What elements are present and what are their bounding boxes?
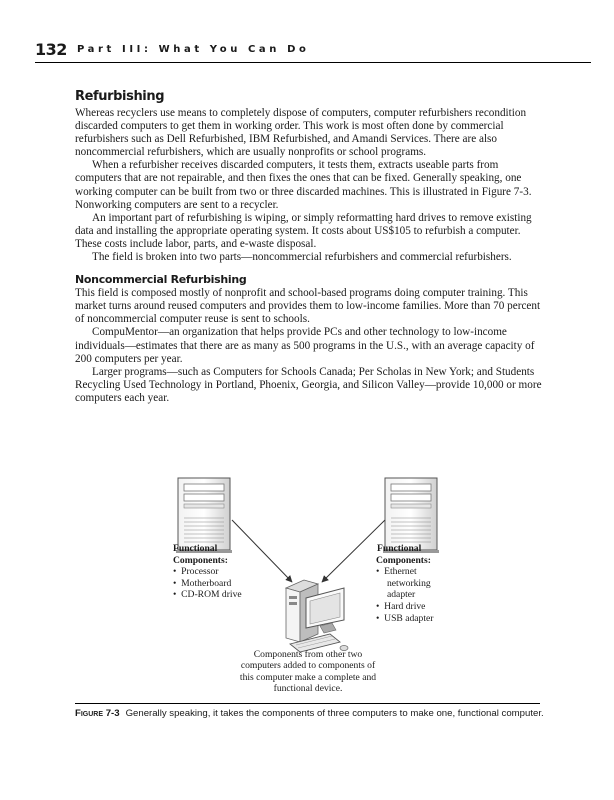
- right-label-line: Functional: [377, 543, 422, 554]
- paragraph: Larger programs—such as Computers for Schools Canada; Per Scholas in New York; and Students Recycling Used Technology in Portland, Phoenix, Georgia, and Silicon Valley—provide 10,000 or more computers each year.: [75, 365, 542, 404]
- left-item: Processor: [181, 566, 219, 578]
- subsection-heading-noncommercial: Noncommercial Refurbishing: [75, 273, 247, 287]
- caption-label: Figure 7-3: [75, 708, 120, 719]
- right-computer-tower-icon: [383, 478, 439, 553]
- paragraph: When a refurbisher receives discarded computers, it tests them, extracts useable parts from computers that are not repairable, and then fixes the ones that can be fixed. Generally speaking, one working computer can be built from two or three discarded machines. This is illustrated in Figure 7-3. Nonworking computers are sent to a recycler.: [75, 159, 532, 211]
- desktop-computer-icon: [286, 580, 348, 652]
- left-label-line: Components:: [173, 554, 228, 566]
- figure-7-3: [0, 462, 614, 732]
- section-heading-refurbishing: Refurbishing: [75, 89, 165, 104]
- left-item: Motherboard: [181, 577, 232, 589]
- bottom-text-line: this computer make a complete and: [239, 671, 377, 683]
- paragraph: CompuMentor—an organization that helps provide PCs and other technology to low-income individuals—estimates that there are as many as 500 programs in the U.S., with an average capacity of 200 computers per year.: [75, 326, 535, 365]
- page-number: 132: [35, 40, 67, 59]
- right-label-line: Components:: [376, 554, 431, 566]
- bullet: •: [173, 577, 177, 589]
- bullet: •: [376, 612, 380, 624]
- figure-bottom-text: [210, 649, 406, 694]
- left-label-line: Functional: [173, 543, 218, 554]
- paragraph: An important part of refurbishing is wiping, or simply reformatting hard drives to remove existing data and installing the appropriate operating system. It costs about US$105 to refurbish a computer. These costs include labor, parts, and e-waste disposal.: [75, 211, 532, 250]
- bullet: •: [376, 566, 380, 578]
- figure-caption: [75, 708, 545, 719]
- bottom-text-line: functional device.: [273, 682, 343, 694]
- paragraph: This field is composed mostly of nonprofit and school-based programs doing computer training. This market turns around reused computers and provides them to low-income families. More than 70 percent of noncommercial computer reuse is sent to schools.: [75, 287, 541, 326]
- page-header: [35, 40, 595, 60]
- header-rule: [35, 62, 591, 63]
- right-item: USB adapter: [384, 612, 434, 624]
- bullet: •: [173, 566, 177, 578]
- running-head: Part III: What You Can Do: [77, 44, 310, 55]
- right-components: [376, 543, 433, 624]
- caption-rule: [75, 703, 540, 704]
- right-item-continued: adapter: [387, 589, 416, 601]
- paragraph: The field is broken into two parts—noncommercial refurbishers and commercial refurbishers.: [92, 251, 512, 264]
- bullet: •: [173, 589, 177, 601]
- bottom-text-line: computers added to components of: [240, 660, 376, 672]
- bullet: •: [376, 600, 380, 612]
- left-item: CD-ROM drive: [181, 589, 242, 601]
- right-item: Hard drive: [384, 600, 426, 612]
- right-item-continued: networking: [387, 577, 431, 589]
- caption-text: Generally speaking, it takes the components of three computers to make one, functional computer.: [125, 708, 544, 719]
- body-content: [75, 89, 545, 405]
- paragraph: Whereas recyclers use means to completely dispose of computers, computer refurbishers recondition discarded computers to get them in working order. This work is most often done by commercial refurbishers such as Dell Refurbished, IBM Refurbished, and Amandi Services. There are also noncommercial refurbishers, which are usually nonprofits or school programs.: [75, 107, 527, 159]
- right-item: Ethernet: [384, 566, 417, 578]
- left-components: [173, 543, 242, 601]
- left-computer-tower-icon: [176, 478, 232, 553]
- bottom-text-line: Components from other two: [253, 649, 363, 660]
